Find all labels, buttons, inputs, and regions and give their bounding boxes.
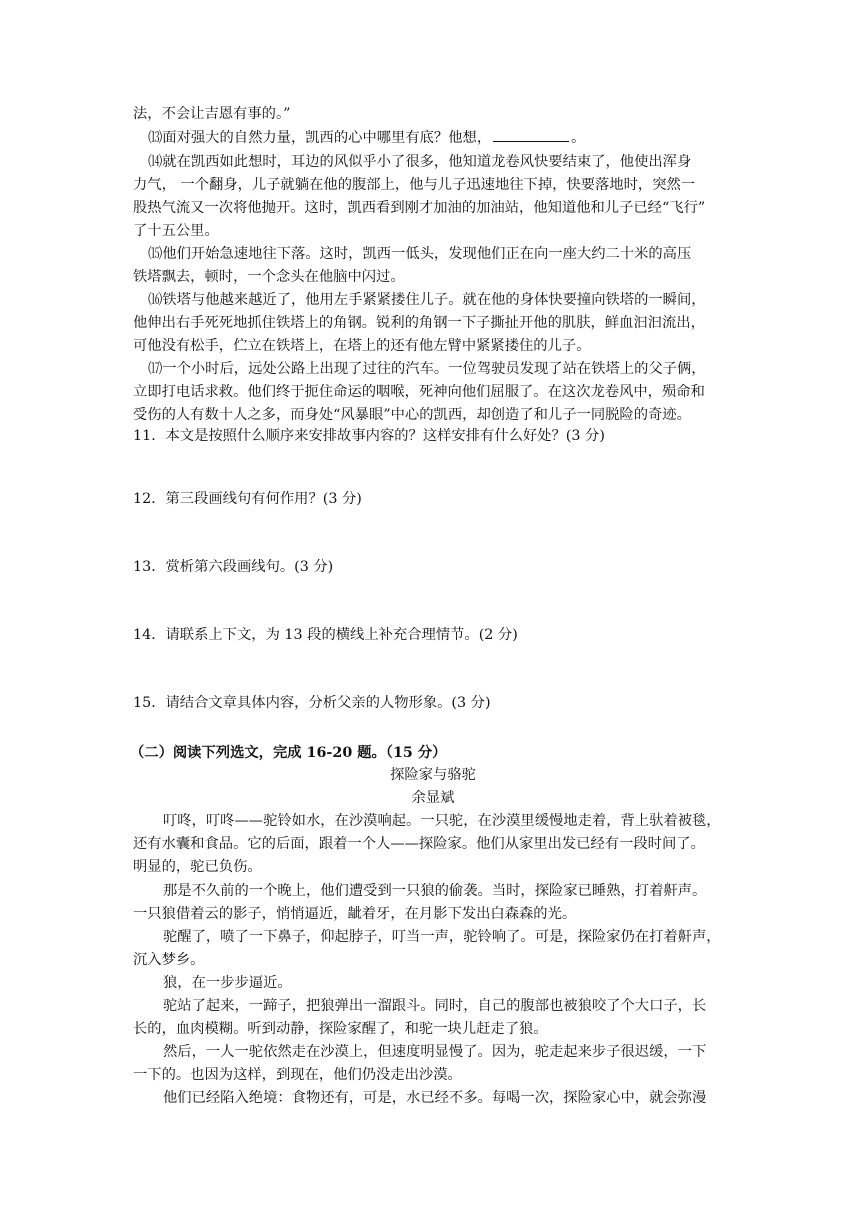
question-14: 14．请联系上下文，为 13 段的横线上补充合理情节。(2 分) — [133, 627, 518, 643]
question-13: 13．赏析第六段画线句。(3 分) — [133, 559, 334, 575]
paragraph-14-line: ⒁就在凯西如此想时，耳边的风似乎小了很多，他知道龙卷风快要结束了，他使出浑身 — [148, 154, 692, 170]
article-author: 余显斌 — [411, 790, 455, 806]
paragraph-16-line: ⒃铁塔与他越来越近了，他用左手紧紧搂住儿子。就在他的身体快要撞向铁塔的一瞬间， — [148, 292, 706, 308]
answer-blank[interactable] — [493, 127, 569, 142]
paragraph-15-line: ⒂他们开始急速地往下落。这时，凯西一低头，发现他们正在向一座大约二十米的高压 — [148, 246, 692, 262]
paragraph-14-line: 了十五公里。 — [133, 223, 219, 239]
paragraph-17-line: 立即打电话求救。他们终于扼住命运的咽喉，死神向他们屈服了。在这次龙卷风中，殒命和 — [133, 384, 705, 400]
section-heading: （二）阅读下列选文，完成 16-20 题。（15 分） — [130, 745, 447, 761]
paragraph-line: 长的，血肉模糊。听到动静，探险家醒了，和驼一块儿赶走了狼。 — [133, 1021, 548, 1037]
paragraph-line: 驼醒了，喷了一下鼻子，仰起脖子，叮当一声，驼铃响了。可是，探险家仍在打着鼾声， — [163, 929, 721, 945]
paragraph-15-line: 铁塔飘去，顿时，一个念头在他脑中闪过。 — [133, 269, 405, 285]
paragraph-line: 那是不久前的一个晚上，他们遭受到一只狼的偷袭。当时，探险家已睡熟，打着鼾声。 — [163, 883, 707, 899]
paragraph-16-line: 他伸出右手死死地抓住铁塔上的角钢。锐利的角钢一下子撕扯开他的肌肤，鲜血汩汩流出， — [133, 315, 705, 331]
paragraph-14-line: 股热气流又一次将他抛开。这时，凯西看到刚才加油的加油站，他知道他和儿子已经“飞行” — [133, 200, 706, 216]
paragraph-line: 叮咚，叮咚——驼铃如水，在沙漠响起。一只驼，在沙漠里缓慢地走着，背上驮着被毯， — [163, 813, 721, 829]
paragraph-line: 明显的，驼已负伤。 — [133, 859, 262, 875]
paragraph-13-text: ⒀面对强大的自然力量，凯西的心中哪里有底？他想， — [148, 130, 492, 146]
paragraph-17-line: 受伤的人有数十人之多，而身处“风暴眼”中心的凯西，却创造了和儿子一同脱险的奇迹。 — [133, 407, 691, 423]
paragraph-line: 法，不会让吉恩有事的。” — [133, 106, 291, 122]
paragraph-14-line: 力气， 一个翻身，儿子就躺在他的腹部上，他与儿子迅速地往下掉，快要落地时，突然一 — [133, 177, 696, 193]
paragraph-17-line: ⒄一个小时后，远处公路上出现了过往的汽车。一位驾驶员发现了站在铁塔上的父子俩， — [148, 361, 706, 377]
paragraph-line: 狼，在一步步逼近。 — [163, 975, 292, 991]
paragraph-16-line: 可他没有松手，伫立在铁塔上，在塔上的还有他左臂中紧紧搂住的儿子。 — [133, 338, 591, 354]
paragraph-line: 一下的。也因为这样，到现在，他们仍没走出沙漠。 — [133, 1067, 462, 1083]
question-15: 15．请结合文章具体内容，分析父亲的人物形象。(3 分) — [133, 695, 491, 711]
paragraph-line: 沉入梦乡。 — [133, 952, 205, 968]
paragraph-line: 一只狼借着云的影子，悄悄逼近，龇着牙，在月影下发出白森森的光。 — [133, 906, 577, 922]
paragraph-line: 驼站了起来，一蹄子，把狼弹出一溜跟斗。同时，自己的腹部也被狼咬了个大口子，长 — [163, 998, 707, 1014]
question-12: 12．第三段画线句有何作用？(3 分) — [133, 491, 362, 507]
article-title: 探险家与骆驼 — [390, 767, 476, 783]
paragraph-line: 他们已经陷入绝境：食物还有，可是，水已经不多。每喝一次，探险家心中，就会弥漫 — [163, 1090, 707, 1106]
paragraph-line: 还有水囊和食品。它的后面，跟着一个人——探险家。他们从家里出发已经有一段时间了。 — [133, 836, 705, 852]
question-11: 11．本文是按照什么顺序来安排故事内容的？这样安排有什么好处？(3 分) — [133, 428, 605, 444]
paragraph-13-end: 。 — [571, 130, 586, 146]
paragraph-13 — [148, 127, 748, 149]
paragraph-line: 然后，一人一驼依然走在沙漠上，但速度明显慢了。因为，驼走起来步子很迟缓，一下 — [163, 1044, 707, 1060]
